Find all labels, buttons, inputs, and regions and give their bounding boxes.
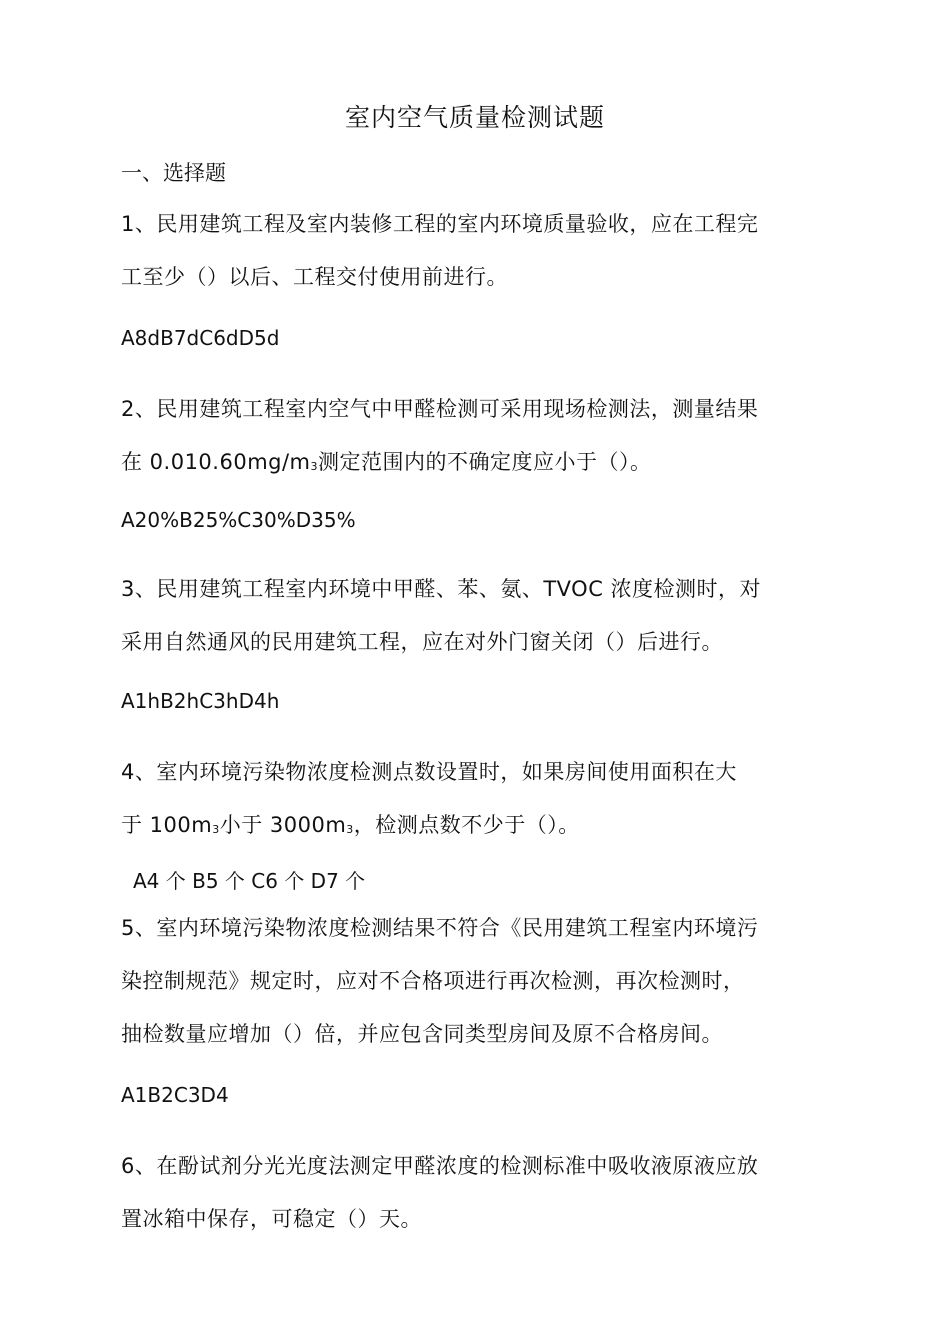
question-2 bbox=[121, 383, 831, 493]
section-heading: 一、选择题 bbox=[121, 161, 226, 185]
question-2-line-2: 在 $0.010.60mg/m_3$测定范围内的不确定度应小于（）。 bbox=[121, 450, 652, 474]
question-2-options: A20%B25%C30%D35% bbox=[121, 508, 356, 532]
question-6-line-2: 置冰箱中保存，可稳定（）天。 bbox=[121, 1207, 422, 1231]
question-4-line-1: 4、室内环境污染物浓度检测点数设置时，如果房间使用面积在大 bbox=[121, 760, 737, 784]
question-1 bbox=[121, 198, 831, 304]
question-3-options: A1hB2hC3hD4h bbox=[121, 689, 280, 713]
question-5-options: A1B2C3D4 bbox=[121, 1083, 229, 1107]
question-4-line-2: 于 $100m_3$小于 $3000m_3$，检测点数不少于（）。 bbox=[121, 813, 580, 837]
page-title: 室内空气质量检测试题 bbox=[344, 103, 605, 132]
question-1-line-2: 工至少（）以后、工程交付使用前进行。 bbox=[121, 265, 508, 289]
question-5 bbox=[121, 902, 831, 1061]
question-6 bbox=[121, 1140, 831, 1246]
question-3-line-2: 采用自然通风的民用建筑工程，应在对外门窗关闭（）后进行。 bbox=[121, 630, 723, 654]
question-4-options: A4 个 B5 个 C6 个 D7 个 bbox=[133, 869, 366, 893]
question-2-line-1: 2、民用建筑工程室内空气中甲醛检测可采用现场检测法，测量结果 bbox=[121, 397, 759, 421]
question-5-line-3: 抽检数量应增加（）倍，并应包含同类型房间及原不合格房间。 bbox=[121, 1022, 723, 1046]
question-6-line-1: 6、在酚试剂分光光度法测定甲醛浓度的检测标准中吸收液原液应放 bbox=[121, 1154, 759, 1178]
question-1-line-1: 1、民用建筑工程及室内装修工程的室内环境质量验收，应在工程完 bbox=[121, 212, 759, 236]
question-3-line-1: 3、民用建筑工程室内环境中甲醛、苯、氨、TVOC 浓度检测时，对 bbox=[121, 577, 762, 601]
question-5-line-2: 染控制规范》规定时，应对不合格项进行再次检测，再次检测时， bbox=[121, 969, 745, 993]
question-3 bbox=[121, 563, 831, 669]
question-5-line-1: 5、室内环境污染物浓度检测结果不符合《民用建筑工程室内环境污 bbox=[121, 916, 759, 940]
question-1-options: A8dB7dC6dD5d bbox=[121, 326, 280, 350]
question-4 bbox=[121, 746, 831, 856]
